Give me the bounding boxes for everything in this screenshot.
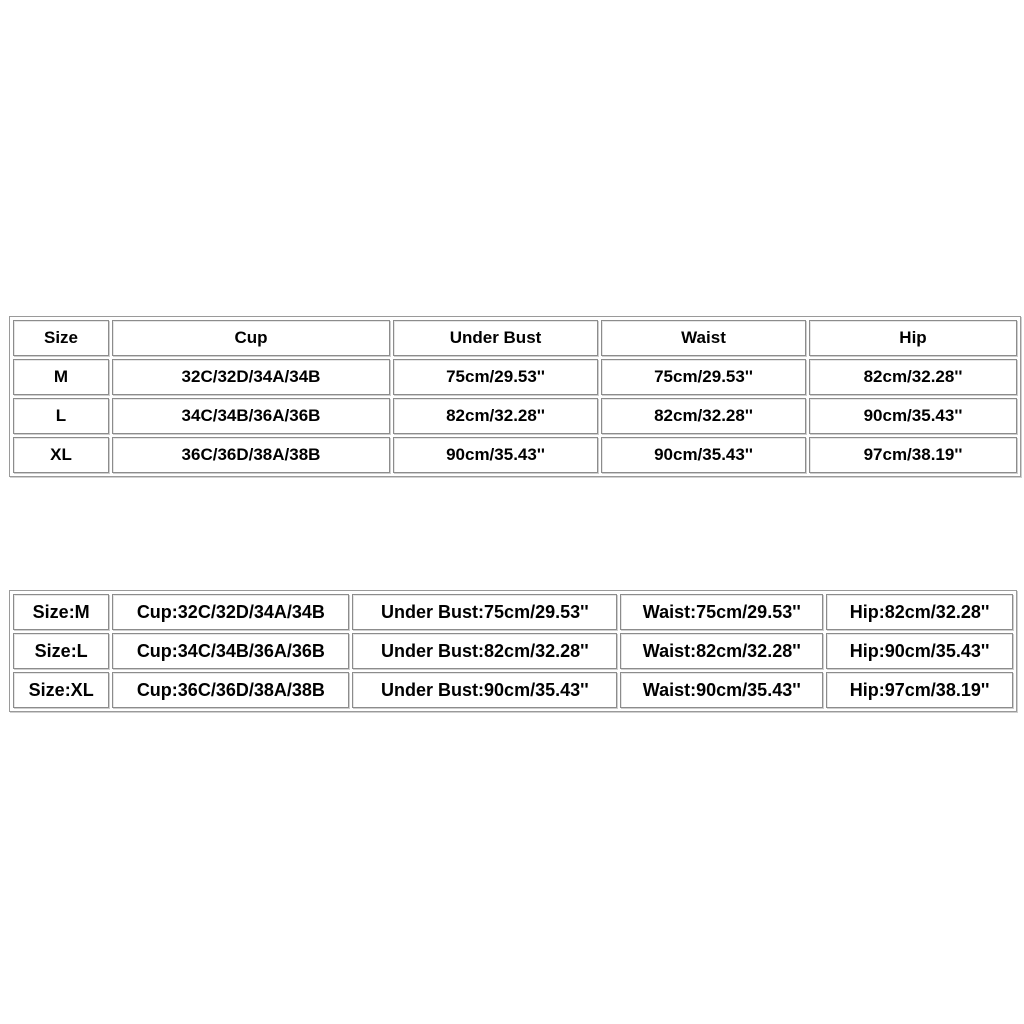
table-cell: Cup:34C/34B/36A/36B [112,633,349,669]
table-cell: Hip:97cm/38.19'' [826,672,1013,708]
header-cell: Waist [601,320,806,356]
table-cell: 90cm/35.43'' [601,437,806,473]
table-cell: Under Bust:82cm/32.28'' [352,633,617,669]
table-cell: Under Bust:90cm/35.43'' [352,672,617,708]
table-cell: Waist:90cm/35.43'' [620,672,823,708]
table-cell: 97cm/38.19'' [809,437,1017,473]
table-cell: L [13,398,109,434]
table-cell: 90cm/35.43'' [393,437,598,473]
header-cell: Hip [809,320,1017,356]
table-cell: Hip:90cm/35.43'' [826,633,1013,669]
header-cell: Under Bust [393,320,598,356]
table-row [13,633,1013,669]
table-cell: XL [13,437,109,473]
table-cell: 82cm/32.28'' [809,359,1017,395]
table-cell: Size:M [13,594,109,630]
table-cell: Under Bust:75cm/29.53'' [352,594,617,630]
table-header-row [13,320,1017,356]
table-cell: Waist:82cm/32.28'' [620,633,823,669]
table-row [13,359,1017,395]
table-cell: Cup:32C/32D/34A/34B [112,594,349,630]
table-cell: 82cm/32.28'' [601,398,806,434]
table-row [13,437,1017,473]
table-cell: Size:XL [13,672,109,708]
table-cell: 90cm/35.43'' [809,398,1017,434]
table-cell: 75cm/29.53'' [393,359,598,395]
table-cell: 34C/34B/36A/36B [112,398,390,434]
header-cell: Cup [112,320,390,356]
table-cell: M [13,359,109,395]
table-row [13,398,1017,434]
size-chart-table [9,316,1021,477]
table-cell: 32C/32D/34A/34B [112,359,390,395]
table-row [13,672,1013,708]
header-cell: Size [13,320,109,356]
table-cell: 75cm/29.53'' [601,359,806,395]
table-cell: Size:L [13,633,109,669]
table-cell: Cup:36C/36D/38A/38B [112,672,349,708]
table-cell: 36C/36D/38A/38B [112,437,390,473]
table-cell: Hip:82cm/32.28'' [826,594,1013,630]
size-chart-inline-table [9,590,1017,712]
table-cell: Waist:75cm/29.53'' [620,594,823,630]
table-row [13,594,1013,630]
table-cell: 82cm/32.28'' [393,398,598,434]
